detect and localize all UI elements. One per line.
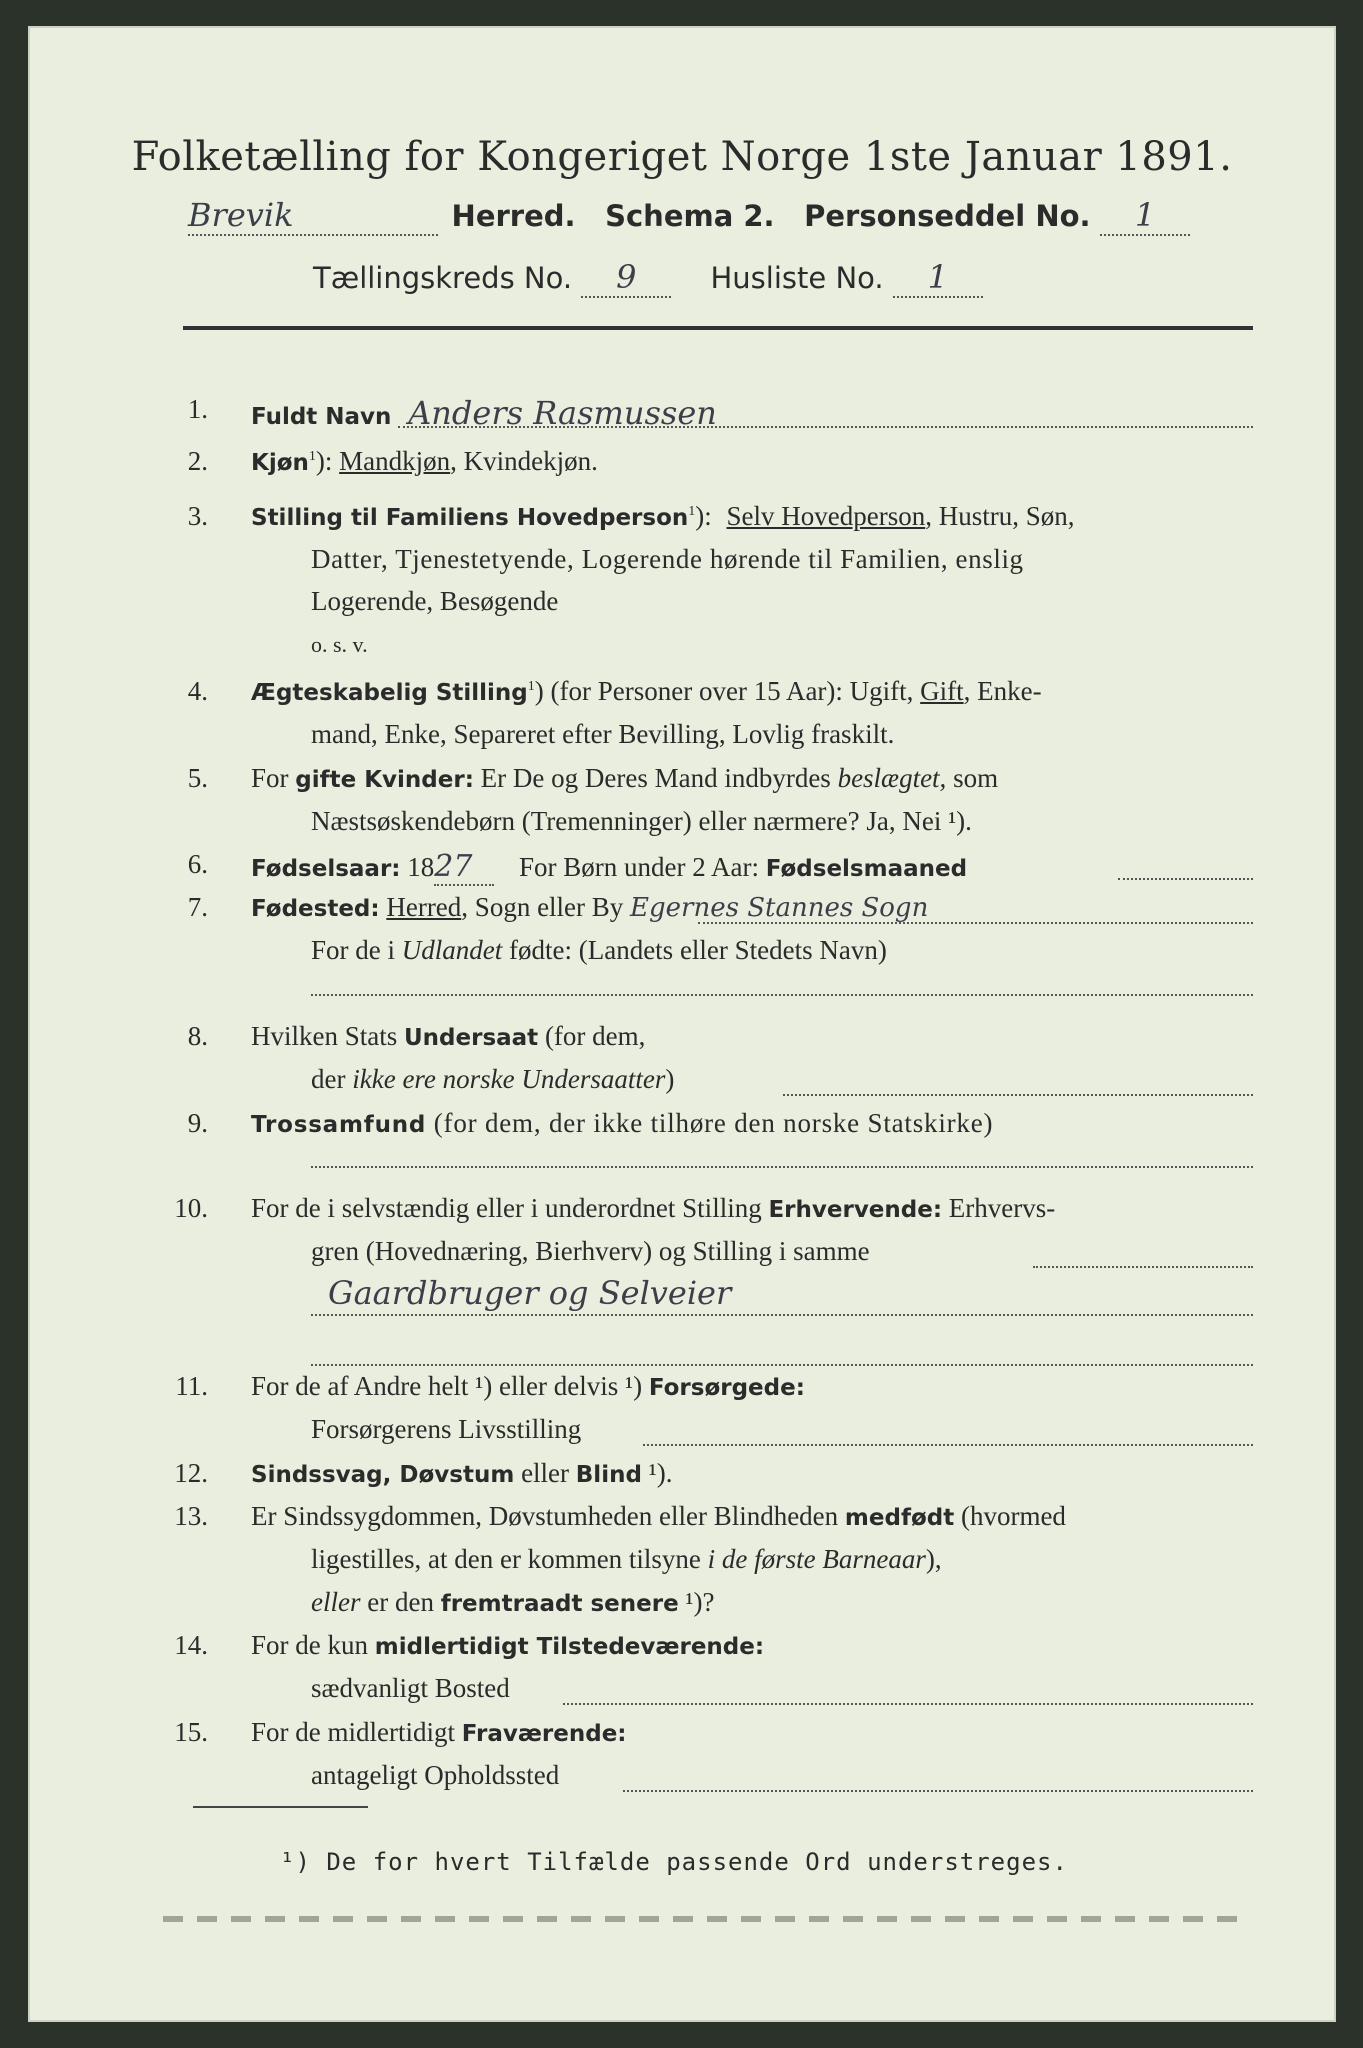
full-name-value: Anders Rasmussen [408,394,717,432]
marital-options-line2: mand, Enke, Separeret efter Bevilling, Lovlig fraskilt. [311,719,895,749]
personseddel-label: Personseddel No. [804,199,1091,233]
item-number: 1. [187,394,208,424]
herred-label: Herred. [451,199,576,233]
text: Er De og Deres Mand indbyrdes [473,763,838,793]
text: der [311,1064,353,1094]
dotted-line [643,1444,1253,1446]
text: ), [925,1544,942,1574]
dotted-line [783,1094,1253,1096]
household-options-line3: Logerende, Besøgende [311,586,559,616]
text: eller [311,1587,361,1617]
text: For de i [311,935,402,965]
birthplace-value: Egernes Stannes Sogn [630,893,929,923]
supporter-occupation-label: Forsørgerens Livsstilling [311,1414,582,1444]
item-number: 6. [187,849,208,879]
census-form [28,26,1336,2022]
birthplace-label: Fødested: [251,896,380,922]
text: ligestilles, at den er kommen tilsyne [311,1544,708,1574]
religion-label: Trossamfund [251,1112,427,1138]
related-italic: beslægtet, [837,763,947,793]
item-15 [251,1717,627,1748]
presumed-residence-label: antageligt Opholdssted [311,1760,560,1790]
item-number: 9. [187,1108,208,1138]
header-row-2 [313,258,983,298]
item-7 [251,892,928,923]
temporary-present-label: midlertidigt Tilstedeværende: [374,1634,765,1660]
item-number: 2. [187,446,208,476]
item-12 [251,1458,673,1489]
header-rule [183,326,1253,330]
item-number: 4. [187,676,208,706]
item-number: 7. [187,892,208,922]
birth-month-label: Fødselsmaaned [765,856,968,882]
item-number: 15. [174,1717,208,1747]
text: som [946,763,999,793]
item-number: 12. [174,1458,208,1488]
text: ¹). [641,1458,673,1488]
disability-label: Sindssvag, Døvstum [251,1462,515,1488]
text: Hvilken Stats [251,1021,404,1051]
text: , Sogn eller By [461,892,624,922]
text: ikke ere norske Undersaatter [352,1064,666,1094]
text: er den [360,1587,441,1617]
congenital-line2 [311,1544,942,1575]
text: (for dem, der ikke tilhøre den norske Statskirke) [426,1108,994,1138]
item-9 [251,1108,993,1139]
punct: ): [315,446,333,476]
footnote-rule [193,1806,368,1808]
footnote-ref: 1 [308,449,316,464]
text: fødte: (Landets eller Stedets Navn) [502,935,887,965]
marital-status-label: Ægteskabelig Stilling [251,680,528,706]
congenital-label: medfødt [844,1505,955,1531]
text: Udlandet [401,935,503,965]
marital-option-married: Gift [920,676,964,706]
household-options: , Hustru, Søn, [925,501,1075,531]
item-13 [251,1501,1066,1532]
blind-label: Blind [575,1462,642,1488]
schema-label: Schema 2. [605,199,775,233]
text: Er Sindssygdommen, Døvstumheden eller Blindheden [251,1501,845,1531]
dotted-line [311,1314,1253,1316]
dotted-line [1033,1266,1253,1268]
item-number: 11. [175,1371,208,1401]
dotted-line [311,994,1253,996]
dotted-line [398,426,1253,428]
item-number: 8. [187,1021,208,1051]
married-women-line2: Næstsøskendebørn (Tremenninger) eller nærmere? Ja, Nei ¹). [311,806,972,836]
sex-option-male: Mandkjøn [339,446,451,476]
sex-option-rest: , Kvindekjøn. [450,446,598,476]
header-row-1 [188,196,1190,236]
item-3 [251,501,1075,532]
occupation-line2: gren (Hovednæring, Bierhverv) og Stilling i samme [311,1236,870,1266]
kreds-label: Tællingskreds No. [313,261,573,295]
footnote-ref: 1 [688,504,696,519]
item-number: 13. [174,1501,208,1531]
temporary-absent-label: Fraværende: [461,1721,627,1747]
edge-marks [163,1916,1238,1922]
footnote-ref: 1 [527,679,535,694]
dotted-line [563,1703,1253,1705]
foreign-birthplace-line [311,935,887,966]
citizenship-line2 [311,1064,674,1095]
marital-text: , Enke- [963,676,1042,706]
full-name-label: Fuldt Navn [251,404,392,430]
birth-year-value: 27 [434,849,494,886]
item-14 [251,1630,764,1661]
personseddel-value: 1 [1100,196,1190,236]
text: For Børn under 2 Aar: [519,852,766,882]
item-4 [251,676,1042,707]
text: For [251,763,296,793]
text: For de kun [251,1630,375,1660]
item-number: 3. [187,501,208,531]
occupation-value: Gaardbruger og Selveier [328,1274,732,1312]
text: ¹)? [678,1587,715,1617]
household-option-head: Selv Hovedperson [726,501,926,531]
item-number: 10. [174,1193,208,1223]
text: For de af Andre helt ¹) eller delvis ¹) [251,1371,649,1401]
text: eller [514,1458,576,1488]
dotted-line [311,1364,1253,1366]
dotted-line [698,922,1253,924]
item-8 [251,1021,645,1052]
item-11 [251,1371,805,1402]
text: ) [665,1064,675,1094]
husliste-value: 1 [893,258,983,298]
later-label: fremtraadt senere [440,1591,679,1617]
text: i de første Barneaar [707,1544,926,1574]
text: (for dem, [538,1021,646,1051]
husliste-label: Husliste No. [710,261,884,295]
footnote: ¹) De for hvert Tilfælde passende Ord understreges. [280,1848,1068,1876]
item-6 [251,849,967,886]
married-women-label: gifte Kvinder: [295,767,474,793]
usual-residence-label: sædvanligt Bosted [311,1673,510,1703]
dotted-line [1118,878,1253,880]
text: (hvormed [954,1501,1066,1531]
congenital-line3 [311,1587,715,1618]
text: For de midlertidigt [251,1717,462,1747]
marital-text: ) (for Personer over 15 Aar): Ugift, [534,676,921,706]
household-position-label: Stilling til Familiens Hovedperson [251,505,689,531]
item-number: 5. [187,763,208,793]
occupation-label: Erhvervende: [768,1197,943,1223]
text: Erhvervs- [942,1193,1056,1223]
dotted-line [623,1790,1253,1792]
household-options-line4: o. s. v. [311,632,368,657]
birth-year-prefix: 18 [407,852,435,882]
item-2 [251,446,598,477]
supported-label: Forsørgede: [648,1375,805,1401]
birthplace-option-herred: Herred [386,892,462,922]
punct: ): [695,501,712,531]
item-5 [251,763,998,794]
kreds-value: 9 [581,258,671,298]
text: For de i selvstændig eller i underordnet Stilling [251,1193,769,1223]
dotted-line [311,1166,1253,1168]
sex-label: Kjøn [251,450,309,476]
item-number: 14. [174,1630,208,1660]
herred-value: Brevik [188,196,438,236]
citizenship-label: Undersaat [404,1025,539,1051]
birth-year-label: Fødselsaar: [251,856,401,882]
household-options-line2: Datter, Tjenestetyende, Logerende hørende til Familien, enslig [311,544,1024,574]
form-title: Folketælling for Kongeriget Norge 1ste Januar 1891. [131,134,1233,180]
item-10 [251,1193,1055,1224]
